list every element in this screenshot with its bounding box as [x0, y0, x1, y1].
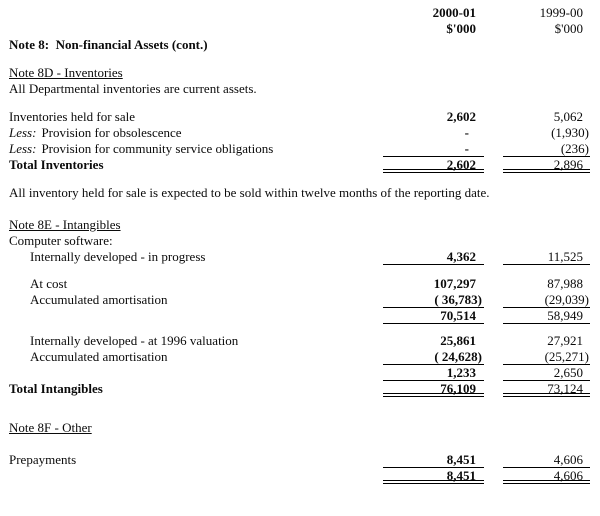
- value-2000-01: -: [383, 141, 484, 157]
- column-gap: [484, 381, 503, 397]
- value-2000-01: 2,602: [446, 109, 476, 124]
- value-2000-01: 107,297: [433, 276, 476, 291]
- value-1999-00: 73,124: [503, 381, 590, 397]
- note8d-intro: All Departmental inventories are current assets.: [9, 81, 257, 96]
- row-label: Accumulated amortisation: [30, 292, 168, 307]
- row-accumulated-amortisation-1996: [9, 349, 590, 365]
- col-unit-2000-01: $'000: [446, 21, 476, 36]
- column-gap: [484, 333, 503, 349]
- row-provision-obsolescence: [9, 125, 590, 141]
- column-header-unit-row: [9, 21, 590, 37]
- row-internally-developed-in-progress: [9, 249, 590, 265]
- row-label: Accumulated amortisation: [30, 349, 168, 364]
- spacer: [9, 21, 383, 37]
- value-1999-00: (29,039): [503, 292, 590, 308]
- row-label-text: Provision for obsolescence: [41, 125, 182, 140]
- row-label: [9, 125, 383, 141]
- value-2000-01: ( 24,628): [383, 349, 484, 365]
- row-at-cost: [9, 276, 590, 292]
- row-label: Internally developed - in progress: [30, 249, 206, 264]
- note8e-heading-row: [9, 217, 590, 233]
- value-2000-01: 4,362: [383, 249, 484, 265]
- column-gap: [484, 365, 503, 381]
- note8d-intro-row: [9, 81, 590, 97]
- less-prefix: Less:: [9, 141, 37, 156]
- row-label: At cost: [30, 276, 68, 291]
- value-1999-00: 2,650: [503, 365, 590, 381]
- row-label-text: Provision for community service obligations: [41, 141, 274, 156]
- row-prepayments: [9, 452, 590, 468]
- computer-software-label: Computer software:: [9, 233, 113, 248]
- note8d-heading: [9, 65, 590, 81]
- column-gap: [484, 308, 503, 324]
- value-1999-00: (236): [503, 141, 590, 157]
- row-label: [9, 468, 383, 484]
- row-label: [9, 141, 383, 157]
- value-1999-00: (25,271): [503, 349, 590, 365]
- inventory-footnote-row: [9, 185, 590, 201]
- value-2000-01: 76,109: [383, 381, 484, 397]
- column-gap: [484, 349, 503, 365]
- row-label: Total Intangibles: [9, 381, 103, 396]
- row-total-inventories: [9, 157, 590, 173]
- computer-software-row: [9, 233, 590, 249]
- value-1999-00: 58,949: [503, 308, 590, 324]
- column-gap: [484, 468, 503, 484]
- row-inventories-held-for-sale: [9, 109, 590, 125]
- row-label: [9, 365, 383, 381]
- value-2000-01: 1,233: [383, 365, 484, 381]
- note8d-heading-row: [9, 65, 590, 81]
- row-total-intangibles: [9, 381, 590, 397]
- value-2000-01: 70,514: [383, 308, 484, 324]
- less-prefix: Less:: [9, 125, 37, 140]
- value-1999-00: 4,606: [503, 468, 590, 484]
- value-2000-01: 25,861: [440, 333, 476, 348]
- value-1999-00: 87,988: [547, 276, 583, 291]
- row-label: Internally developed - at 1996 valuation: [30, 333, 239, 348]
- col-header-1999-00: 1999-00: [539, 5, 583, 20]
- column-header-year-row: [9, 5, 590, 21]
- value-1999-00: 5,062: [553, 109, 583, 124]
- col-unit-1999-00: $'000: [554, 21, 583, 36]
- note8f-heading-text: Note 8F - Other: [9, 420, 92, 435]
- value-1999-00: (1,930): [551, 125, 589, 140]
- column-gap: [484, 125, 503, 141]
- row-total-other: [9, 468, 590, 484]
- column-gap: [484, 157, 503, 173]
- value-2000-01: 8,451: [383, 468, 484, 484]
- column-gap: [484, 21, 503, 37]
- column-gap: [484, 292, 503, 308]
- value-1999-00: 2,896: [503, 157, 590, 173]
- value-1999-00: 27,921: [547, 333, 583, 348]
- note8f-heading-row: [9, 420, 590, 436]
- value-1999-00: 4,606: [503, 452, 590, 468]
- row-accumulated-amortisation-cost: [9, 292, 590, 308]
- note8e-heading: [9, 217, 590, 233]
- note8-title-row: [9, 37, 590, 53]
- column-gap: [484, 5, 503, 21]
- row-software-cost-net: [9, 308, 590, 324]
- row-provision-community-service: [9, 141, 590, 157]
- row-label: [9, 308, 383, 324]
- note8e-heading-text: Note 8E - Intangibles: [9, 217, 121, 232]
- value-2000-01: 2,602: [383, 157, 484, 173]
- column-gap: [484, 141, 503, 157]
- page-title: Note 8: Non-financial Assets (cont.): [9, 37, 208, 52]
- spacer: [9, 5, 383, 21]
- row-label: Prepayments: [9, 452, 77, 467]
- value-2000-01: -: [464, 125, 469, 140]
- inventory-footnote: All inventory held for sale is expected to be sold within twelve months of the reporting date.: [9, 185, 490, 200]
- row-label: Inventories held for sale: [9, 109, 135, 124]
- row-software-1996-net: [9, 365, 590, 381]
- row-label: Total Inventories: [9, 157, 104, 172]
- value-2000-01: 8,451: [383, 452, 484, 468]
- value-2000-01: ( 36,783): [383, 292, 484, 308]
- column-gap: [484, 276, 503, 292]
- column-gap: [484, 249, 503, 265]
- column-gap: [484, 109, 503, 125]
- value-1999-00: 11,525: [503, 249, 590, 265]
- note8d-heading-text: Note 8D - Inventories: [9, 65, 123, 80]
- column-gap: [484, 452, 503, 468]
- note8f-heading: [9, 420, 590, 436]
- row-internally-developed-1996: [9, 333, 590, 349]
- col-header-2000-01: 2000-01: [432, 5, 476, 20]
